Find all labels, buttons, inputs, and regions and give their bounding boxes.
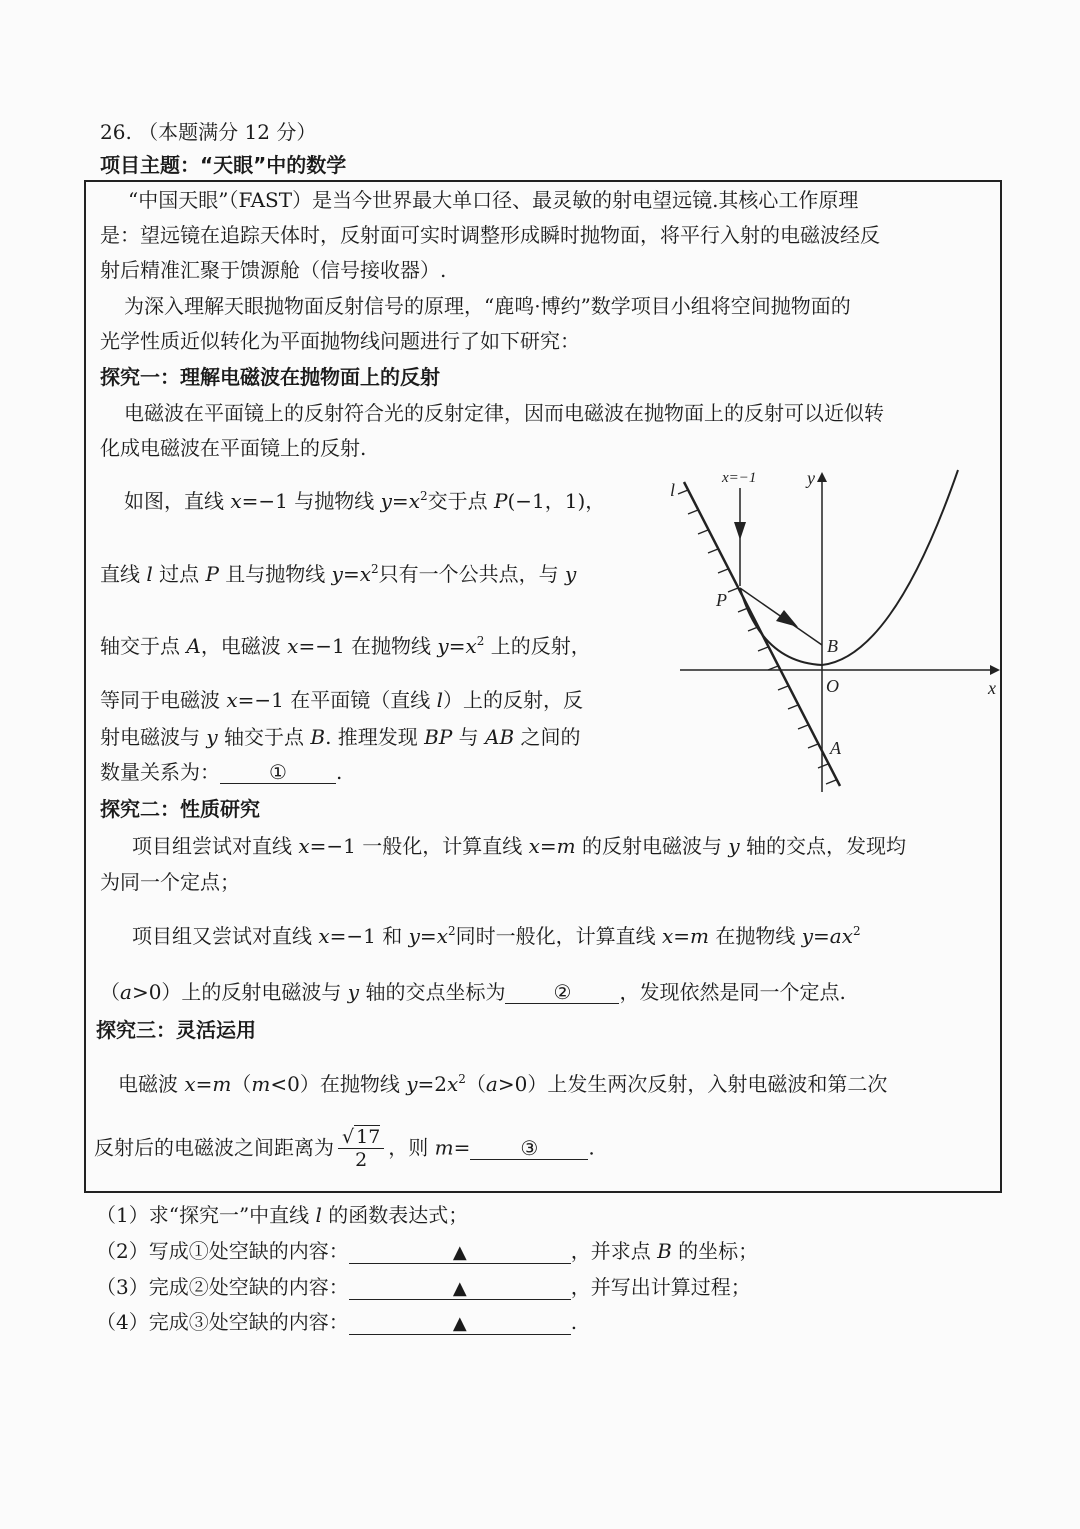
text: 轴交于点 [217, 725, 311, 749]
intro-p1-line2: 是：望远镜在追踪天体时，反射面可实时调整形成瞬时抛物面，将平行入射的电磁波经反 [100, 223, 880, 247]
text: . [588, 1135, 595, 1160]
exponent: 2 [419, 489, 428, 503]
topic-label: 项目主题： [100, 153, 200, 177]
text: 上的反射， [484, 634, 591, 658]
label-x-eq-neg1: x=−1 [722, 470, 757, 486]
radicand: 17 [356, 1126, 381, 1148]
explore1-sentence5 [100, 727, 581, 747]
explore1-heading: 探究一：理解电磁波在抛物面上的反射 [100, 365, 440, 389]
var-y: y [406, 1072, 418, 1096]
explore3-heading: 探究三：灵活运用 [96, 1018, 256, 1042]
label-x-axis: x [988, 678, 996, 698]
text: (−1，1)， [507, 489, 606, 513]
parabola-curve [740, 470, 958, 665]
text: = [539, 834, 557, 858]
question-2 [96, 1241, 758, 1264]
exponent: 2 [371, 562, 379, 576]
var-x: x [298, 834, 310, 858]
exponent: 2 [476, 634, 485, 648]
var-BP: BP [424, 725, 453, 749]
text: = [453, 1135, 471, 1160]
label-A: A [830, 738, 841, 758]
text: ，并求点 [570, 1239, 658, 1263]
explore1-line1: 电磁波在平面镜上的反射符合光的反射定律，因而电磁波在抛物面上的反射可以近似转 [124, 401, 884, 425]
text: . 推理发现 [325, 725, 425, 749]
var-m: m [690, 924, 709, 948]
var-B: B [310, 725, 326, 749]
var-x: x [528, 834, 540, 858]
question-4 [96, 1312, 577, 1335]
label-l: l [670, 480, 676, 500]
text: ，电磁波 [200, 634, 288, 658]
text: 同时一般化，计算直线 [455, 924, 662, 948]
text: （1）求“探究一”中直线 [96, 1203, 316, 1227]
score-note: （本题满分 12 分） [138, 120, 317, 144]
var-a: a [120, 980, 132, 1004]
var-y: y [728, 834, 740, 858]
var-x: x [318, 924, 330, 948]
var-y: y [347, 980, 360, 1004]
exponent: 2 [458, 1072, 466, 1086]
var-l: l [315, 1203, 322, 1227]
answer-blank-2[interactable]: ▲ [349, 1244, 571, 1264]
label-P: P [716, 590, 727, 610]
text: （ [100, 980, 120, 1004]
var-x: x [226, 688, 238, 712]
text: 之间的 [514, 725, 581, 749]
text: 反射后的电磁波之间距离为 [94, 1135, 334, 1160]
var-y: y [565, 562, 577, 586]
tangent-line-l [684, 482, 840, 786]
problem-header [100, 122, 316, 142]
text: 在抛物线 [708, 924, 802, 948]
text: = [419, 924, 437, 948]
var-A: A [186, 634, 201, 658]
text: ，发现依然是同一个定点. [619, 980, 846, 1004]
text: 项目组又尝试对直线 [132, 924, 319, 948]
text: =−1 和 [329, 924, 409, 948]
explore2-line1 [132, 836, 906, 856]
var-P: P [493, 489, 508, 513]
text: = [195, 1072, 213, 1096]
text: （3）完成②处空缺的内容： [96, 1275, 349, 1299]
text: （2）写成①处空缺的内容： [96, 1239, 349, 1263]
explore1-sentence3 [100, 636, 591, 656]
var-y: y [331, 562, 343, 586]
text: 直线 [100, 562, 147, 586]
explore1-sentence2 [100, 564, 576, 584]
var-P: P [205, 562, 219, 586]
answer-blank-3[interactable]: ▲ [349, 1280, 571, 1300]
denominator: 2 [355, 1149, 368, 1171]
explore2-heading: 探究二：性质研究 [100, 797, 260, 821]
text: 只有一个公共点，与 [378, 562, 566, 586]
parabola-diagram [660, 460, 1010, 800]
var-x: x [287, 634, 299, 658]
text: ，并写出计算过程； [570, 1275, 751, 1299]
text: = [391, 489, 409, 513]
explore2-line2: 为同一个定点； [100, 870, 240, 894]
text: ，则 [388, 1135, 435, 1160]
var-ax: ax [829, 924, 853, 948]
var-y: y [206, 725, 218, 749]
text: 项目组尝试对直线 [132, 834, 299, 858]
exponent: 2 [447, 924, 456, 938]
text: =−1 与抛物线 [241, 489, 381, 513]
explore1-line2: 化成电磁波在平面镜上的反射. [100, 436, 367, 460]
text: 与 [452, 725, 486, 749]
var-x: x [408, 489, 420, 513]
text: ）上的反射，反 [443, 688, 584, 712]
text: 交于点 [427, 489, 494, 513]
explore2-line4 [100, 982, 846, 1004]
text: . [570, 1310, 578, 1334]
var-m: m [251, 1072, 271, 1096]
label-y-axis: y [807, 468, 815, 488]
text: >0）上的反射电磁波与 [131, 980, 348, 1004]
intro-p2-line2: 光学性质近似转化为平面抛物线问题进行了如下研究： [100, 329, 580, 353]
text: 数量关系为： [100, 760, 220, 784]
blank-1[interactable]: ① [220, 762, 336, 784]
var-x: x [184, 1072, 196, 1096]
text: 过点 [152, 562, 206, 586]
question-3 [96, 1277, 751, 1300]
explore3-line1 [118, 1074, 887, 1094]
text: = [673, 924, 691, 948]
var-x: x [436, 924, 448, 948]
text: 轴交于点 [100, 634, 187, 658]
question-1 [96, 1205, 468, 1225]
text: （4）完成③处空缺的内容： [96, 1310, 349, 1334]
var-a: a [485, 1072, 498, 1096]
text: 且与抛物线 [218, 562, 332, 586]
topic-title: “天眼”中的数学 [200, 153, 347, 177]
var-y: y [380, 489, 392, 513]
exponent: 2 [852, 924, 861, 938]
intro-p1-line1: “中国天眼”（FAST）是当今世界最大单口径、最灵敏的射电望远镜.其核心工作原理 [128, 188, 859, 212]
text: =−1 在平面镜（直线 [237, 688, 437, 712]
text: 的反射电磁波与 [575, 834, 729, 858]
var-x: x [661, 924, 674, 948]
text: =2 [417, 1072, 447, 1096]
var-m: m [212, 1072, 232, 1096]
var-x: x [359, 562, 372, 586]
text: = [813, 924, 830, 948]
intro-p2-line1: 为深入理解天眼抛物面反射信号的原理，“鹿鸣·博约”数学项目小组将空间抛物面的 [124, 294, 851, 318]
var-y: y [801, 924, 814, 948]
var-l: l [146, 562, 153, 586]
var-AB: AB [485, 725, 515, 749]
text: >0）上发生两次反射，入射电磁波和第二次 [497, 1072, 888, 1096]
text: 的坐标； [671, 1239, 759, 1263]
explore1-sentence6 [100, 762, 342, 784]
text: 射电磁波与 [100, 725, 207, 749]
text: . [336, 760, 343, 784]
text: 轴的交点，发现均 [739, 834, 907, 858]
explore2-line3 [132, 926, 861, 946]
mirror-hatching [678, 490, 836, 784]
var-x: x [465, 634, 477, 658]
var-B: B [657, 1239, 672, 1263]
label-B: B [827, 636, 838, 656]
text: （ [465, 1072, 486, 1096]
var-l: l [436, 688, 444, 712]
var-y: y [408, 924, 420, 948]
var-x: x [230, 489, 242, 513]
text: 的函数表达式； [321, 1203, 469, 1227]
intro-p1-line3: 射后精准汇聚于馈源舱（信号接收器）. [100, 258, 447, 282]
var-x: x [446, 1072, 459, 1096]
text: <0）在抛物线 [270, 1072, 407, 1096]
text: （ [231, 1072, 252, 1096]
explore1-sentence1 [124, 491, 605, 511]
text: =−1 一般化，计算直线 [309, 834, 529, 858]
text: =−1 在抛物线 [298, 634, 438, 658]
var-y: y [437, 634, 449, 658]
text: 轴的交点坐标为 [359, 980, 506, 1004]
text: = [342, 562, 360, 586]
label-O: O [826, 676, 839, 696]
fraction-sqrt17-over-2 [338, 1128, 384, 1170]
topic-line [100, 155, 346, 175]
explore3-line2 [94, 1128, 595, 1170]
answer-blank-4[interactable]: ▲ [349, 1315, 571, 1335]
var-m: m [434, 1135, 454, 1160]
text: 电磁波 [118, 1072, 185, 1096]
text: = [448, 634, 466, 658]
incident-arrowhead [734, 522, 746, 540]
blank-2[interactable]: ② [505, 982, 619, 1004]
explore1-sentence4 [100, 690, 583, 710]
text: 如图，直线 [124, 489, 231, 513]
var-m: m [556, 834, 576, 858]
reflected-arrowhead [776, 610, 798, 627]
blank-3[interactable]: ③ [470, 1138, 588, 1160]
problem-number: 26. [100, 120, 132, 144]
numerator: √ 17 [338, 1128, 384, 1149]
text: 等同于电磁波 [100, 688, 227, 712]
